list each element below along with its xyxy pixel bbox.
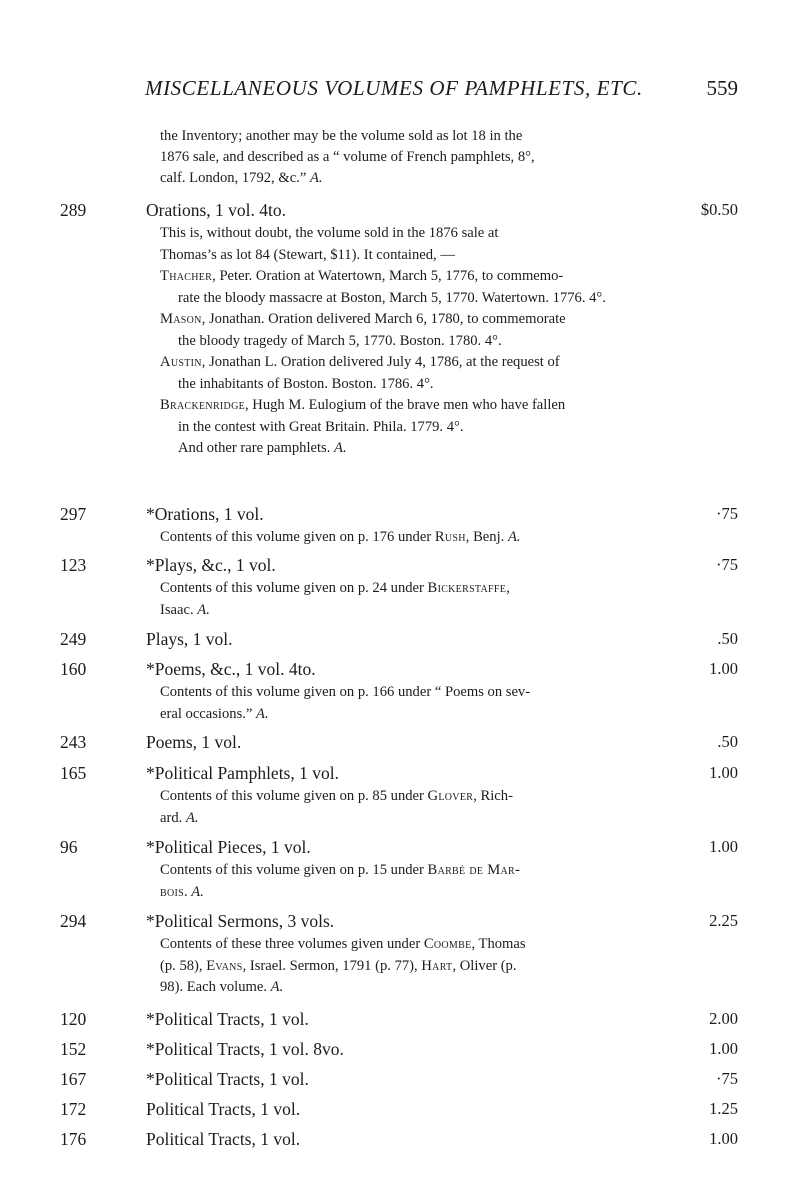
entry-title: *Poems, &c., 1 vol. 4to.	[146, 659, 316, 679]
running-header	[0, 76, 800, 108]
entry-price: 1.00	[709, 1129, 738, 1148]
intro-paragraph	[160, 126, 738, 189]
lot-number: 289	[60, 200, 87, 220]
entry-price: .50	[717, 629, 738, 648]
entry-price: 1.00	[709, 659, 738, 678]
entry-price: $0.50	[700, 200, 738, 219]
entry-note: Contents of this volume given on p. 15 under Barbé de Mar- bois. A.	[160, 862, 521, 900]
lot-number: 176	[60, 1129, 87, 1149]
entry-note: Contents of this volume given on p. 176 under Rush, Benj. A.	[160, 529, 521, 545]
contents-item: Mason, Jonathan. Oration delivered March 6, 1780, to commemorate the bloody tragedy of March 5, 1770. Boston. 1780. 4°.	[160, 311, 566, 349]
lot-number: 123	[60, 555, 87, 575]
contents-item: Brackenridge, Hugh M. Eulogium of the brave men who have fallen in the contest with Great Britain. Phila. 1779. 4°.	[160, 397, 566, 435]
reference-mark: A.	[197, 601, 210, 618]
entry-title: *Political Pieces, 1 vol.	[146, 837, 311, 857]
entry-price: ·75	[716, 504, 738, 523]
entry-title: Plays, 1 vol.	[146, 629, 233, 649]
page-number: 559	[706, 76, 738, 100]
reference-mark: A.	[256, 705, 269, 722]
lot-number: 165	[60, 763, 87, 783]
reference-mark: A.	[185, 809, 199, 826]
intro-line: 1876 sale, and described as a “ volume of French pamphlets, 8°,	[160, 149, 535, 165]
lot-number: 243	[60, 732, 87, 752]
lot-number: 294	[60, 911, 87, 931]
entry-note: This is, without doubt, the volume sold in the 1876 sale at Thomas’s as lot 84 (Stewart, $11). It contained, — Thacher, Peter. Oration at Watertown, March 5, 1776, to commemo- rate the bloody massacre at Boston, March 5, 1770. Watertown. 1776. 4°. Mason, Jonathan. Oration delivered March 6, 1780, to commemorate the bloody tragedy of March 5, 1770. Boston. 1780. 4°. Austin, Jonathan L. Oration delivered July 4, 1786, at the request of the inhabitants of Boston. Boston. 1786. 4°. Brackenridge, Hugh M. Eulogium of the brave men who have fallen in the contest with Great Britain. Phila. 1779. 4°. And other rare pamphlets. A.	[160, 223, 738, 460]
entry-note: Contents of this volume given on p. 24 under Bickerstaffe, Isaac. A.	[160, 580, 510, 618]
entry-price: ·75	[716, 555, 738, 574]
lot-number: 96	[60, 837, 78, 857]
contents-item: Thacher, Peter. Oration at Watertown, March 5, 1776, to commemo- rate the bloody massacre at Boston, March 5, 1770. Watertown. 1776. 4°.	[160, 268, 606, 306]
lot-number: 172	[60, 1099, 87, 1119]
entry-title: *Political Tracts, 1 vol.	[146, 1009, 309, 1029]
intro-line: calf. London, 1792, &c.” A.	[160, 170, 323, 186]
entry-title: *Political Pamphlets, 1 vol.	[146, 763, 339, 783]
entry-title: *Orations, 1 vol.	[146, 504, 264, 524]
contents-item: Austin, Jonathan L. Oration delivered July 4, 1786, at the request of the inhabitants of Boston. Boston. 1786. 4°.	[160, 354, 560, 392]
entry-price: 1.00	[709, 763, 738, 782]
reference-mark: A.	[191, 883, 204, 900]
running-title: MISCELLANEOUS VOLUMES OF PAMPHLETS, ETC.	[145, 76, 643, 100]
entry-price: 2.25	[709, 911, 738, 930]
lot-number: 249	[60, 629, 87, 649]
intro-line: the Inventory; another may be the volume sold as lot 18 in the	[160, 128, 523, 144]
entry-price: 1.00	[709, 837, 738, 856]
entry-title: *Political Tracts, 1 vol.	[146, 1069, 309, 1089]
entry-price: 1.25	[709, 1099, 738, 1118]
entry-price: ·75	[716, 1069, 738, 1088]
lot-number: 160	[60, 659, 87, 679]
entry-price: 2.00	[709, 1009, 738, 1028]
entry-title: *Political Tracts, 1 vol. 8vo.	[146, 1039, 344, 1059]
lot-number: 152	[60, 1039, 87, 1059]
reference-mark: A.	[270, 979, 284, 995]
reference-mark: A.	[334, 440, 347, 456]
entry-title: Poems, 1 vol.	[146, 732, 242, 752]
entry-title: Orations, 1 vol. 4to.	[146, 200, 286, 220]
entry-price: 1.00	[709, 1039, 738, 1058]
entry-note: Contents of this volume given on p. 85 under Glover, Rich- ard. A.	[160, 788, 513, 826]
entry-note: Contents of these three volumes given under Coombe, Thomas (p. 58), Evans, Israel. Sermon, 1791 (p. 77), Hart, Oliver (p. 98). Each volume. A.	[160, 936, 526, 995]
reference-mark: A.	[309, 170, 323, 186]
entry-title: Political Tracts, 1 vol.	[146, 1099, 301, 1119]
lot-number: 120	[60, 1009, 87, 1029]
entry-title: Political Tracts, 1 vol.	[146, 1129, 301, 1149]
reference-mark: A.	[507, 529, 521, 545]
lot-number: 297	[60, 504, 87, 524]
entry-price: .50	[717, 732, 738, 751]
entry-title: *Political Sermons, 3 vols.	[146, 911, 335, 931]
entry-note: Contents of this volume given on p. 166 under “ Poems on sev- eral occasions.” A.	[160, 684, 531, 722]
entry-title: *Plays, &c., 1 vol.	[146, 555, 276, 575]
lot-number: 167	[60, 1069, 87, 1089]
